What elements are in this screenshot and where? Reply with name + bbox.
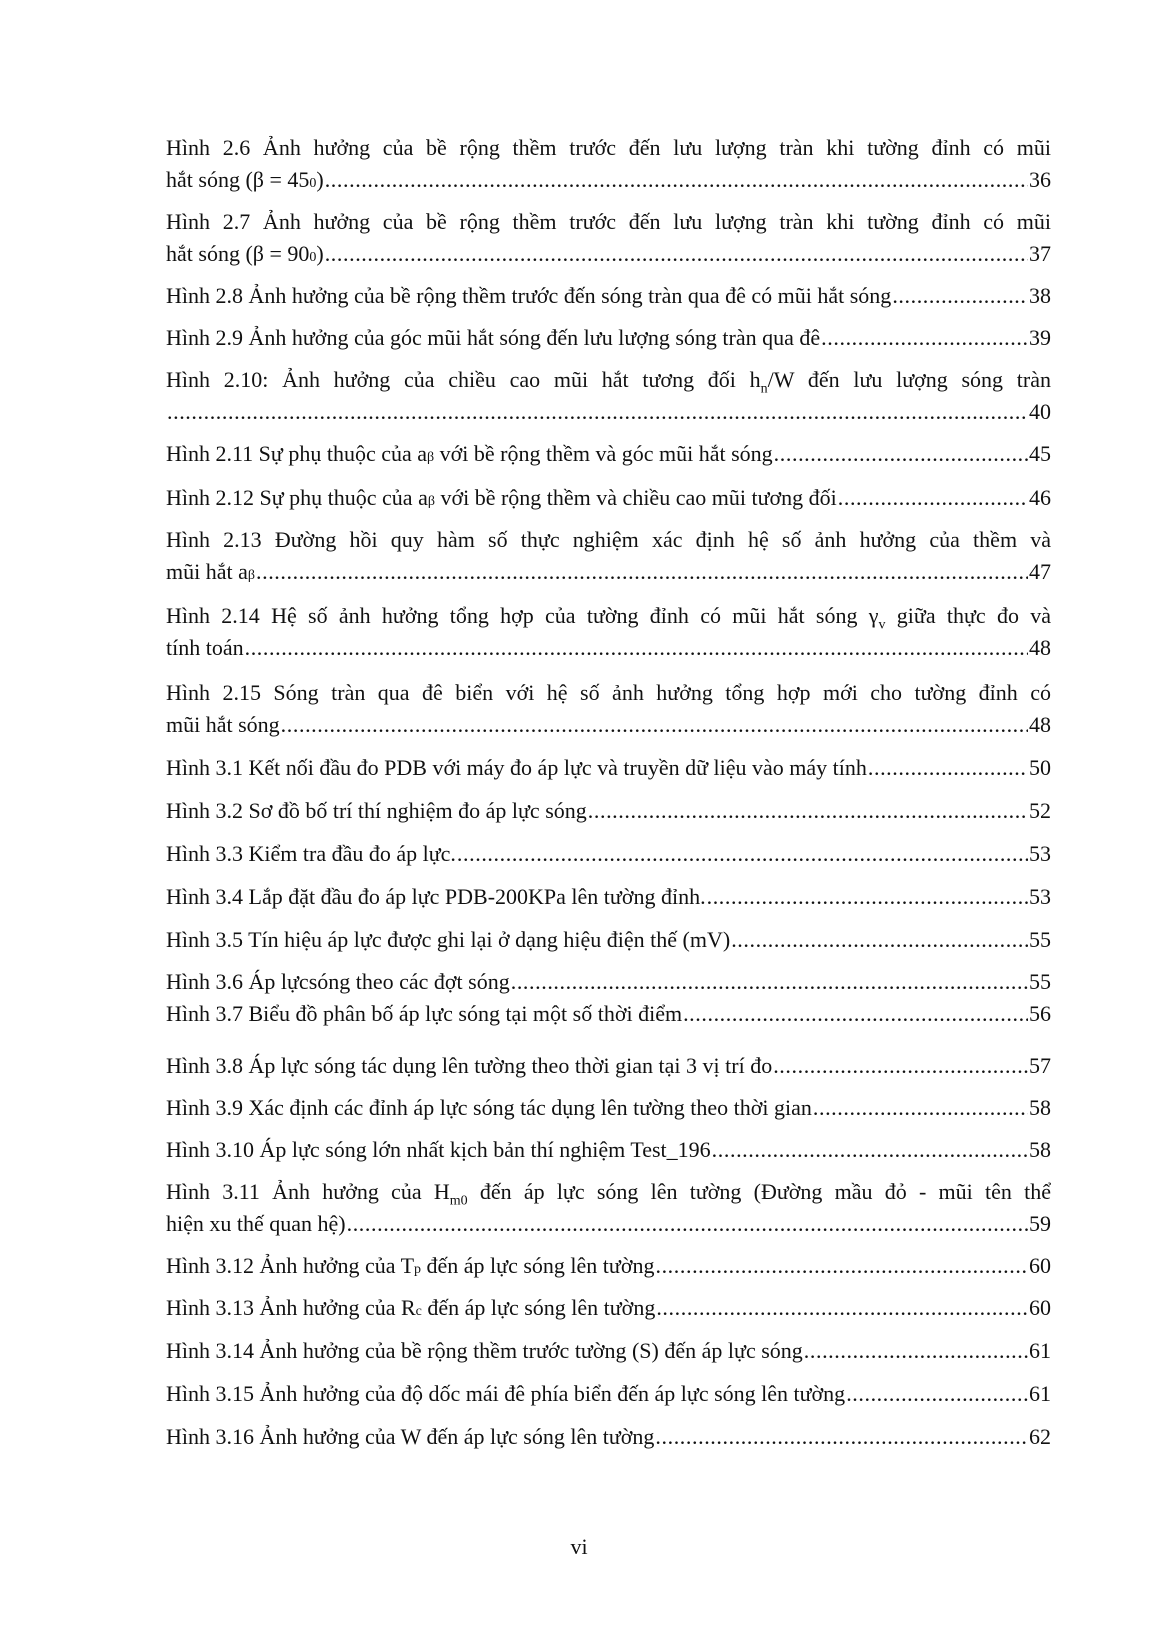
toc-entry-title: Hình 3.14 Ảnh hưởng của bề rộng thềm trước tường (S) đến áp lực sóng — [166, 1338, 803, 1363]
toc-entry-title-cont: hiện xu thế quan hệ) — [166, 1211, 346, 1236]
toc-page-number: 60 — [1029, 1295, 1051, 1320]
toc-entry[interactable]: Hình 3.12 Ảnh hưởng của T p đến áp lực sóng lên tường ..... 60 — [166, 1250, 1051, 1282]
toc-entry-title: Hình 2.9 Ảnh hưởng của góc mũi hắt sóng đến lưu lượng sóng tràn qua đê — [166, 325, 821, 350]
toc-entry[interactable] — [166, 1092, 1051, 1124]
toc-page-number: 61 — [1029, 1338, 1051, 1363]
toc-entry-title-cont: mũi hắt sóng — [166, 712, 280, 737]
dot-leader — [707, 881, 1028, 913]
toc-entry[interactable] — [166, 881, 1051, 913]
dot-leader — [838, 482, 1028, 514]
toc-entry-title-end: với bề rộng thềm và góc mũi hắt sóng — [434, 441, 773, 466]
toc-entry-title: Hình 2.10: Ảnh hưởng của chiều cao mũi hắt tương đối h — [166, 367, 761, 392]
toc-entry-title: Hình 3.11 Ảnh hưởng của H — [166, 1179, 450, 1204]
toc-page-number: 55 — [1029, 927, 1051, 952]
dot-leader — [656, 1292, 1028, 1324]
toc-entry[interactable] — [166, 1421, 1051, 1453]
toc-entry-title: Hình 3.2 Sơ đồ bố trí thí nghiệm đo áp lực sóng — [166, 798, 587, 823]
toc-page-number: 45 — [1029, 441, 1051, 466]
toc-entry-title: Hình 3.6 Áp lựcsóng theo các đợt sóng — [166, 969, 510, 994]
toc-page-number: 53 — [1029, 884, 1051, 909]
dot-leader — [347, 1208, 1028, 1240]
toc-page-number: 48 — [1029, 712, 1051, 737]
toc-entry-title-cont: hắt sóng (β = 90 — [166, 241, 310, 266]
toc-page-number: 50 — [1029, 755, 1051, 780]
toc-entry[interactable] — [166, 1176, 1051, 1240]
toc-entry-title: Hình 2.12 Sự phụ thuộc của a — [166, 485, 428, 510]
dot-leader — [167, 396, 1028, 428]
toc-entry-title-end: đến áp lực sóng lên tường — [421, 1295, 656, 1320]
toc-page-number: 55 — [1029, 969, 1051, 994]
toc-entry[interactable] — [166, 677, 1051, 741]
toc-entry[interactable] — [166, 838, 1051, 870]
toc-entry-title: Hình 2.11 Sự phụ thuộc của a — [166, 441, 428, 466]
toc-entry[interactable] — [166, 322, 1051, 354]
toc-entry-title: Hình 2.15 Sóng tràn qua đê biển với hệ số ảnh hưởng tổng hợp mới cho tường đỉnh có — [166, 680, 1051, 705]
toc-entry[interactable]: Hình 2.6 Ảnh hưởng của bề rộng thềm trước đến lưu lượng tràn khi tường đỉnh có mũi hắt sóng (β = 45 0 ) ..... 36 — [166, 132, 1051, 196]
toc-entry-title: Hình 3.12 Ảnh hưởng của T — [166, 1253, 415, 1278]
subscript: m0 — [449, 1193, 468, 1209]
dot-leader — [774, 438, 1028, 470]
dot-leader — [731, 924, 1028, 956]
dot-leader — [773, 1050, 1028, 1082]
toc-page-number: 62 — [1029, 1424, 1051, 1449]
dot-leader — [256, 556, 1028, 588]
toc-page-number: 36 — [1029, 167, 1051, 192]
toc-entry-title: Hình 2.14 Hệ số ảnh hưởng tổng hợp của tường đỉnh có mũi hắt sóng γ — [166, 603, 879, 628]
toc-page-number: 40 — [1029, 399, 1051, 424]
toc-entry[interactable] — [166, 1050, 1051, 1082]
toc-entry[interactable] — [166, 752, 1051, 784]
subscript: n — [760, 381, 768, 397]
toc-entry-title-end: /W đến lưu lượng sóng tràn — [767, 367, 1051, 392]
toc-entry[interactable] — [166, 600, 1051, 664]
toc-entry-title: Hình 3.7 Biểu đồ phân bố áp lực sóng tại một số thời điểm — [166, 1001, 683, 1026]
toc-entry[interactable]: Hình 2.11 Sự phụ thuộc của a β với bề rộng thềm và góc mũi hắt sóng ..... 45 — [166, 438, 1051, 470]
dot-leader — [846, 1378, 1028, 1410]
toc-page-number: 60 — [1029, 1253, 1051, 1278]
toc-entry-title-line — [166, 364, 1051, 396]
dot-leader — [325, 238, 1028, 270]
toc-entry[interactable] — [166, 1134, 1051, 1166]
toc-entry-title: Hình 3.3 Kiểm tra đầu đo áp lực. — [166, 841, 456, 866]
toc-entry-title-line — [166, 600, 1051, 632]
toc-entry-title: Hình 3.16 Ảnh hưởng của W đến áp lực sóng lên tường — [166, 1424, 655, 1449]
toc-entry-title-cont: tính toán — [166, 635, 244, 660]
dot-leader — [281, 709, 1028, 741]
dot-leader — [245, 632, 1028, 664]
dot-leader — [683, 998, 1028, 1030]
toc-page-number: 57 — [1029, 1053, 1051, 1078]
toc-entry[interactable] — [166, 280, 1051, 312]
toc-page-number: 58 — [1029, 1137, 1051, 1162]
toc-entry-title: Hình 3.1 Kết nối đầu đo PDB với máy đo áp lực và truyền dữ liệu vào máy tính — [166, 755, 867, 780]
toc-entry[interactable] — [166, 1378, 1051, 1410]
toc-entry[interactable]: Hình 2.12 Sự phụ thuộc của a β với bề rộng thềm và chiều cao mũi tương đối ..... 46 — [166, 482, 1051, 514]
toc-entry-title: Hình 3.13 Ảnh hưởng của R — [166, 1295, 416, 1320]
toc-page-number: 61 — [1029, 1381, 1051, 1406]
toc-page-number: 56 — [1029, 1001, 1051, 1026]
dot-leader — [804, 1335, 1028, 1367]
toc-entry-title-line — [166, 1176, 1051, 1208]
toc-entry-title-end: với bề rộng thềm và chiều cao mũi tương đối — [434, 485, 837, 510]
toc-entry[interactable] — [166, 1335, 1051, 1367]
toc-page-number: 38 — [1029, 283, 1051, 308]
toc-entry-title-end: đến áp lực sóng lên tường — [421, 1253, 655, 1278]
dot-leader — [712, 1134, 1028, 1166]
toc-entry-title: Hình 3.10 Áp lực sóng lớn nhất kịch bản thí nghiệm Test_196 — [166, 1137, 711, 1162]
dot-leader — [588, 795, 1028, 827]
dot-leader — [457, 838, 1028, 870]
subscript: v — [878, 617, 886, 633]
toc-page-number: 37 — [1029, 241, 1051, 266]
toc-entry-title: Hình 2.6 Ảnh hưởng của bề rộng thềm trước đến lưu lượng tràn khi tường đỉnh có mũi — [166, 135, 1051, 160]
dot-leader — [325, 164, 1028, 196]
dot-leader — [813, 1092, 1028, 1124]
toc-page-number: 46 — [1029, 485, 1051, 510]
toc-entry[interactable] — [166, 998, 1051, 1030]
toc-entry-title: Hình 2.8 Ảnh hưởng của bề rộng thềm trước đến sóng tràn qua đê có mũi hắt sóng — [166, 283, 892, 308]
toc-entry-title-cont: mũi hắt a — [166, 559, 248, 584]
dot-leader — [892, 280, 1028, 312]
toc-page-number: 52 — [1029, 798, 1051, 823]
toc-entry[interactable] — [166, 364, 1051, 428]
toc-entry-title-end: ) — [316, 167, 324, 192]
toc-page-number: 53 — [1029, 841, 1051, 866]
toc-page-number: 39 — [1029, 325, 1051, 350]
toc-entry-title: Hình 3.8 Áp lực sóng tác dụng lên tường theo thời gian tại 3 vị trí đo — [166, 1053, 773, 1078]
toc-page-number: 59 — [1029, 1211, 1051, 1236]
toc-page-number: 48 — [1029, 635, 1051, 660]
page-number: vi — [570, 1534, 588, 1559]
toc-page-number: 58 — [1029, 1095, 1051, 1120]
toc-entry-title: Hình 3.5 Tín hiệu áp lực được ghi lại ở dạng hiệu điện thế (mV) — [166, 927, 731, 952]
toc-entry[interactable] — [166, 924, 1051, 956]
toc-page-number: 47 — [1029, 559, 1051, 584]
toc-entry-title-end: giữa thực đo và — [885, 603, 1051, 628]
toc-entry[interactable]: Hình 3.13 Ảnh hưởng của R c đến áp lực sóng lên tường ..... 60 — [166, 1292, 1051, 1324]
toc-entry-title-end: đến áp lực sóng lên tường (Đường mầu đỏ - mũi tên thể — [467, 1179, 1051, 1204]
dot-leader — [821, 322, 1028, 354]
toc-entry[interactable]: Hình 2.7 Ảnh hưởng của bề rộng thềm trước đến lưu lượng tràn khi tường đỉnh có mũi hắt sóng (β = 90 0 ) ..... 37 — [166, 206, 1051, 270]
toc-entry-title: Hình 3.15 Ảnh hưởng của độ dốc mái đê phía biển đến áp lực sóng lên tường — [166, 1381, 846, 1406]
dot-leader — [511, 966, 1028, 998]
toc-entry[interactable] — [166, 795, 1051, 827]
dot-leader — [655, 1250, 1028, 1282]
dot-leader — [655, 1421, 1028, 1453]
toc-entry[interactable] — [166, 966, 1051, 998]
toc-entry-title-end: ) — [316, 241, 324, 266]
dot-leader — [868, 752, 1028, 784]
toc-entry-title: Hình 3.4 Lắp đặt đầu đo áp lực PDB-200KPa lên tường đỉnh. — [166, 884, 706, 909]
toc-entry-title-cont: hắt sóng (β = 45 — [166, 167, 310, 192]
toc-entry-title: Hình 3.9 Xác định các đỉnh áp lực sóng tác dụng lên tường theo thời gian — [166, 1095, 812, 1120]
toc-entry[interactable]: Hình 2.13 Đường hồi quy hàm số thực nghiệm xác định hệ số ảnh hưởng của thềm và mũi hắt a β ..... 47 — [166, 524, 1051, 588]
toc-entry-title: Hình 2.13 Đường hồi quy hàm số thực nghiệm xác định hệ số ảnh hưởng của thềm và — [166, 527, 1051, 552]
toc-entry-title: Hình 2.7 Ảnh hưởng của bề rộng thềm trước đến lưu lượng tràn khi tường đỉnh có mũi — [166, 209, 1051, 234]
